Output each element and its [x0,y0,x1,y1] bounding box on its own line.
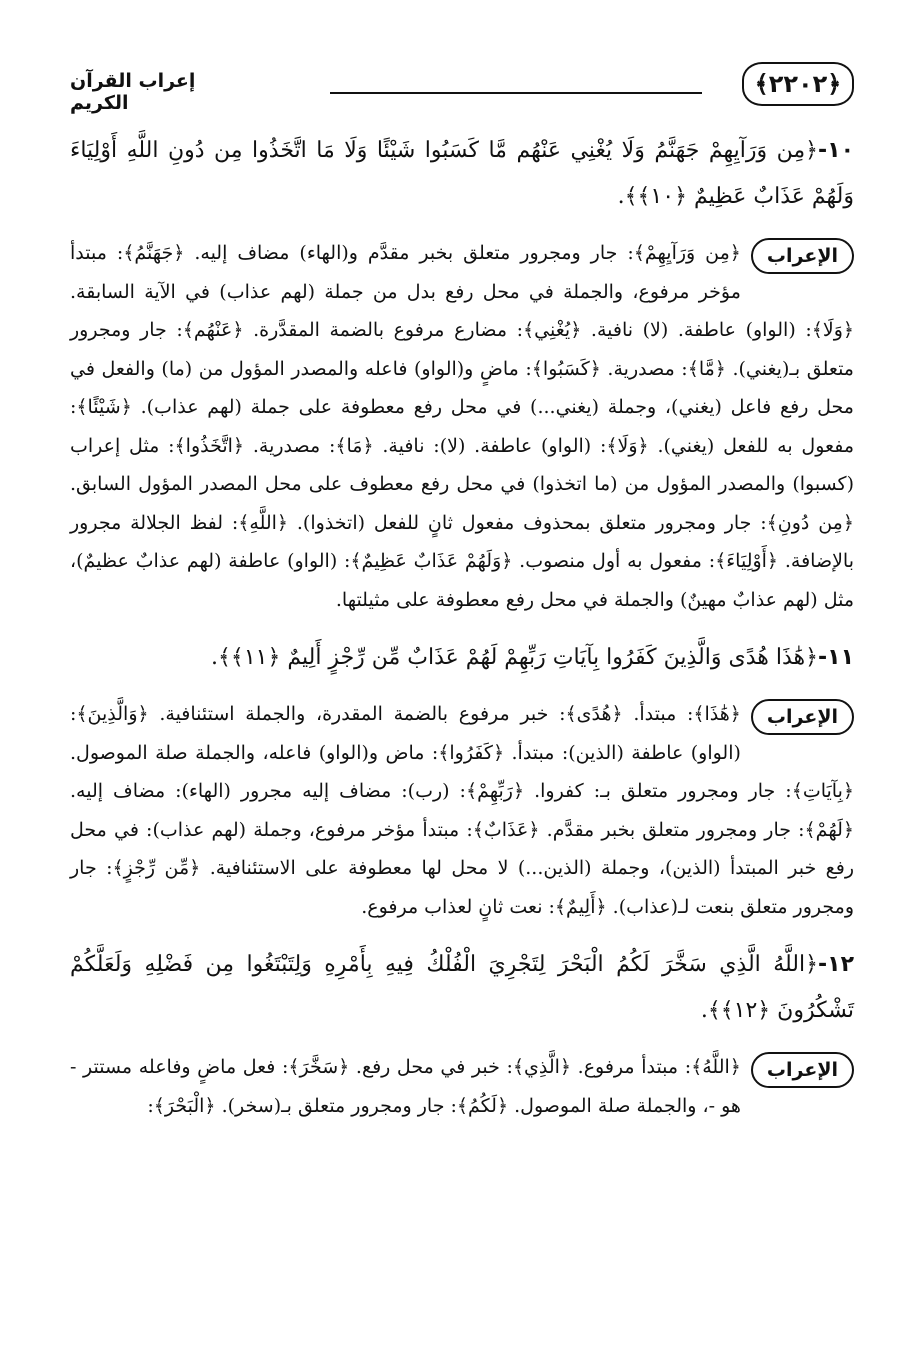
verse-11 [70,635,854,681]
irab-label: الإعراب [751,699,854,735]
verse-number: ١٠- [818,138,854,163]
irab-block-11 [70,695,854,926]
irab-paragraph: ﴿اللَّهُ﴾: مبتدأ مرفوع. ﴿الَّذِي﴾: خبر في محل رفع. ﴿سَخَّرَ﴾: فعل ماضٍ وفاعله مستتر - هو -، والجملة صلة الموصول. ﴿لَكُمُ﴾: جار ومجرور متعلق بـ(سخر). ﴿الْبَحْرَ﴾: [70,1056,741,1117]
page-number: ﴿٢٢٠٢﴾ [742,62,854,106]
irab-paragraph: ﴿مِن وَرَآيِهِمْ﴾: جار ومجرور متعلق بخبر مقدَّم و(الهاء) مضاف إليه. ﴿جَهَنَّمُ﴾: مبتدأ مؤخر مرفوع، والجملة في محل رفع بدل من جملة (لهم عذاب) في الآية السابقة. ﴿وَلَا﴾: (الواو) عاطفة. (لا) نافية. ﴿يُغْنِي﴾: مضارع مرفوع بالضمة المقدَّرة. ﴿عَنْهُم﴾: جار ومجرور متعلق بـ(يغني). ﴿مَّا﴾: مصدرية. ﴿كَسَبُوا﴾: ماضٍ و(الواو) فاعله والمصدر المؤول من (ما) والفعل في محل رفع فاعل (يغني)، وجملة (يغني...) في محل رفع معطوفة على جملة (لهم عذاب). ﴿شَيْئًا﴾: مفعول به للفعل (يغني). ﴿وَلَا﴾: (الواو) عاطفة. (لا): نافية. ﴿مَا﴾: مصدرية. ﴿اتَّخَذُوا﴾: مثل إعراب (كسبوا) والمصدر المؤول من (ما اتخذوا) في محل رفع معطوف على محل المصدر المؤول السابق. ﴿مِن دُونِ﴾: جار ومجرور متعلق بمحذوف مفعول ثانٍ للفعل (اتخذوا). ﴿اللَّهِ﴾: لفظ الجلالة مجرور بالإضافة. ﴿أَوْلِيَاءَ﴾: مفعول به أول منصوب. ﴿وَلَهُمْ عَذَابٌ عَظِيمٌ﴾: (الواو) عاطفة (لهم عذابٌ عظيمٌ)، مثل (لهم عذابٌ مهينٌ) والجملة في محل رفع معطوفة على مثيلتها. [70,242,854,611]
page-header [70,62,854,114]
irab-text [70,234,854,619]
irab-block-12 [70,1048,854,1125]
irab-label: الإعراب [751,1052,854,1088]
irab-label: الإعراب [751,238,854,274]
irab-text [70,695,854,926]
verse-number: ١١- [818,645,854,670]
page-content [70,128,854,1141]
verse-number: ١٢- [818,952,854,977]
verse-10 [70,128,854,220]
header-rule [330,92,702,94]
verse-12 [70,942,854,1034]
verse-text: ﴿مِن وَرَآيِهِمْ جَهَنَّمُ وَلَا يُغْنِي عَنْهُم مَّا كَسَبُوا شَيْئًا وَلَا مَا اتَّخَذُوا مِن دُونِ اللَّهِ أَوْلِيَاءَ وَلَهُمْ عَذَابٌ عَظِيمٌ ﴿١٠﴾﴾. [70,138,854,209]
verse-text: ﴿هَٰذَا هُدًى وَالَّذِينَ كَفَرُوا بِآيَاتِ رَبِّهِمْ لَهُمْ عَذَابٌ مِّن رِّجْزٍ أَلِيمٌ ﴿١١﴾﴾. [211,645,818,670]
irab-block-10 [70,234,854,619]
verse-text: ﴿اللَّهُ الَّذِي سَخَّرَ لَكُمُ الْبَحْرَ لِتَجْرِيَ الْفُلْكُ فِيهِ بِأَمْرِهِ وَلِتَبْتَغُوا مِن فَضْلِهِ وَلَعَلَّكُمْ تَشْكُرُونَ ﴿١٢﴾﴾. [70,952,854,1023]
irab-paragraph: ﴿هَٰذَا﴾: مبتدأ. ﴿هُدًى﴾: خبر مرفوع بالضمة المقدرة، والجملة استئنافية. ﴿وَالَّذِينَ﴾: (الواو) عاطفة (الذين): مبتدأ. ﴿كَفَرُوا﴾: ماض و(الواو) فاعله، والجملة صلة الموصول. ﴿بِآيَاتِ﴾: جار ومجرور متعلق بـ: كفروا. ﴿رَبِّهِمْ﴾: (رب): مضاف إليه مجرور (الهاء): مضاف إليه. ﴿لَهُمْ﴾: جار ومجرور متعلق بخبر مقدَّم. ﴿عَذَابٌ﴾: مبتدأ مؤخر مرفوع، وجملة (لهم عذاب): في محل رفع خبر المبتدأ (الذين)، وجملة (الذين...) لا محل لها معطوفة على الاستئنافية. ﴿مِّن رِّجْزٍ﴾: جار ومجرور متعلق بنعت لـ(عذاب). ﴿أَلِيمٌ﴾: نعت ثانٍ لعذاب مرفوع. [70,703,854,918]
book-title: إعراب القرآن الكريم [70,70,196,114]
irab-text [70,1048,854,1125]
